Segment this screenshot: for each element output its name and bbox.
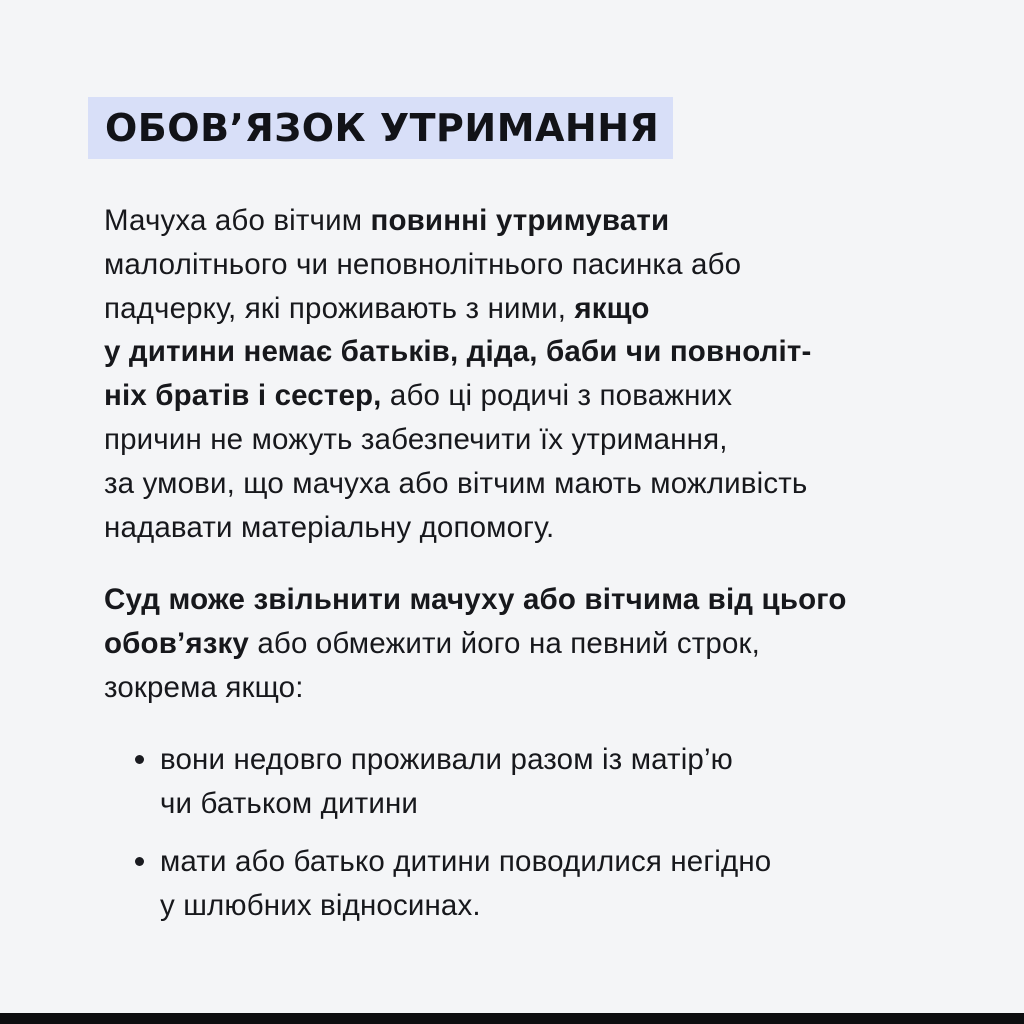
list-item-line: у шлюбних відносинах. bbox=[160, 889, 481, 923]
text-segment: Мачуха або вітчим bbox=[104, 204, 371, 237]
bold-segment: Суд може звільнити мачуху або вітчима від цього bbox=[104, 583, 847, 617]
paragraph-line: зокрема якщо: bbox=[104, 670, 304, 704]
paragraph-line: причин не можуть забезпечити їх утримання, bbox=[104, 422, 728, 456]
paragraph-line bbox=[104, 622, 984, 666]
paragraph-line bbox=[104, 199, 984, 243]
bullet-icon bbox=[135, 857, 144, 866]
conditions-list bbox=[104, 738, 984, 928]
bold-segment: у дитини немає батьків, діда, баби чи повноліт- bbox=[104, 335, 812, 369]
bold-segment: ніх братів і сестер, bbox=[104, 379, 382, 413]
bullet-icon bbox=[135, 755, 144, 764]
bottom-divider bbox=[0, 1013, 1024, 1024]
paragraph-line: за умови, що мачуха або вітчим мають можливість bbox=[104, 466, 808, 500]
bold-segment: повинні утримувати bbox=[370, 204, 670, 237]
list-item-line: мати або батько дитини поводилися негідно bbox=[160, 845, 772, 879]
text-segment: падчерку, які проживають з ними, bbox=[104, 291, 575, 325]
text-segment: або обмежити його на певний строк, bbox=[249, 627, 760, 661]
paragraph-line bbox=[104, 287, 984, 331]
list-item bbox=[104, 840, 984, 928]
list-item-line: чи батьком дитини bbox=[160, 786, 419, 820]
paragraph-line bbox=[104, 330, 984, 374]
paragraph-court bbox=[104, 578, 984, 709]
paragraph-line: надавати матеріальну допомогу. bbox=[104, 510, 555, 544]
list-item bbox=[104, 738, 984, 826]
paragraph-line bbox=[104, 374, 984, 418]
title-highlight bbox=[88, 97, 673, 159]
paragraph-line bbox=[104, 578, 984, 622]
list-item-line: вони недовго проживали разом із матір’ю bbox=[160, 742, 733, 776]
paragraph-obligation bbox=[104, 199, 984, 549]
bold-segment: обов’язку bbox=[104, 627, 249, 661]
content bbox=[104, 199, 984, 928]
bold-segment: якщо bbox=[574, 291, 650, 325]
page-title: ОБОВ’ЯЗОК УТРИМАННЯ bbox=[105, 106, 660, 150]
text-segment: або ці родичі з поважних bbox=[381, 379, 733, 413]
paragraph-line: малолітнього чи неповнолітнього пасинка або bbox=[104, 247, 742, 281]
